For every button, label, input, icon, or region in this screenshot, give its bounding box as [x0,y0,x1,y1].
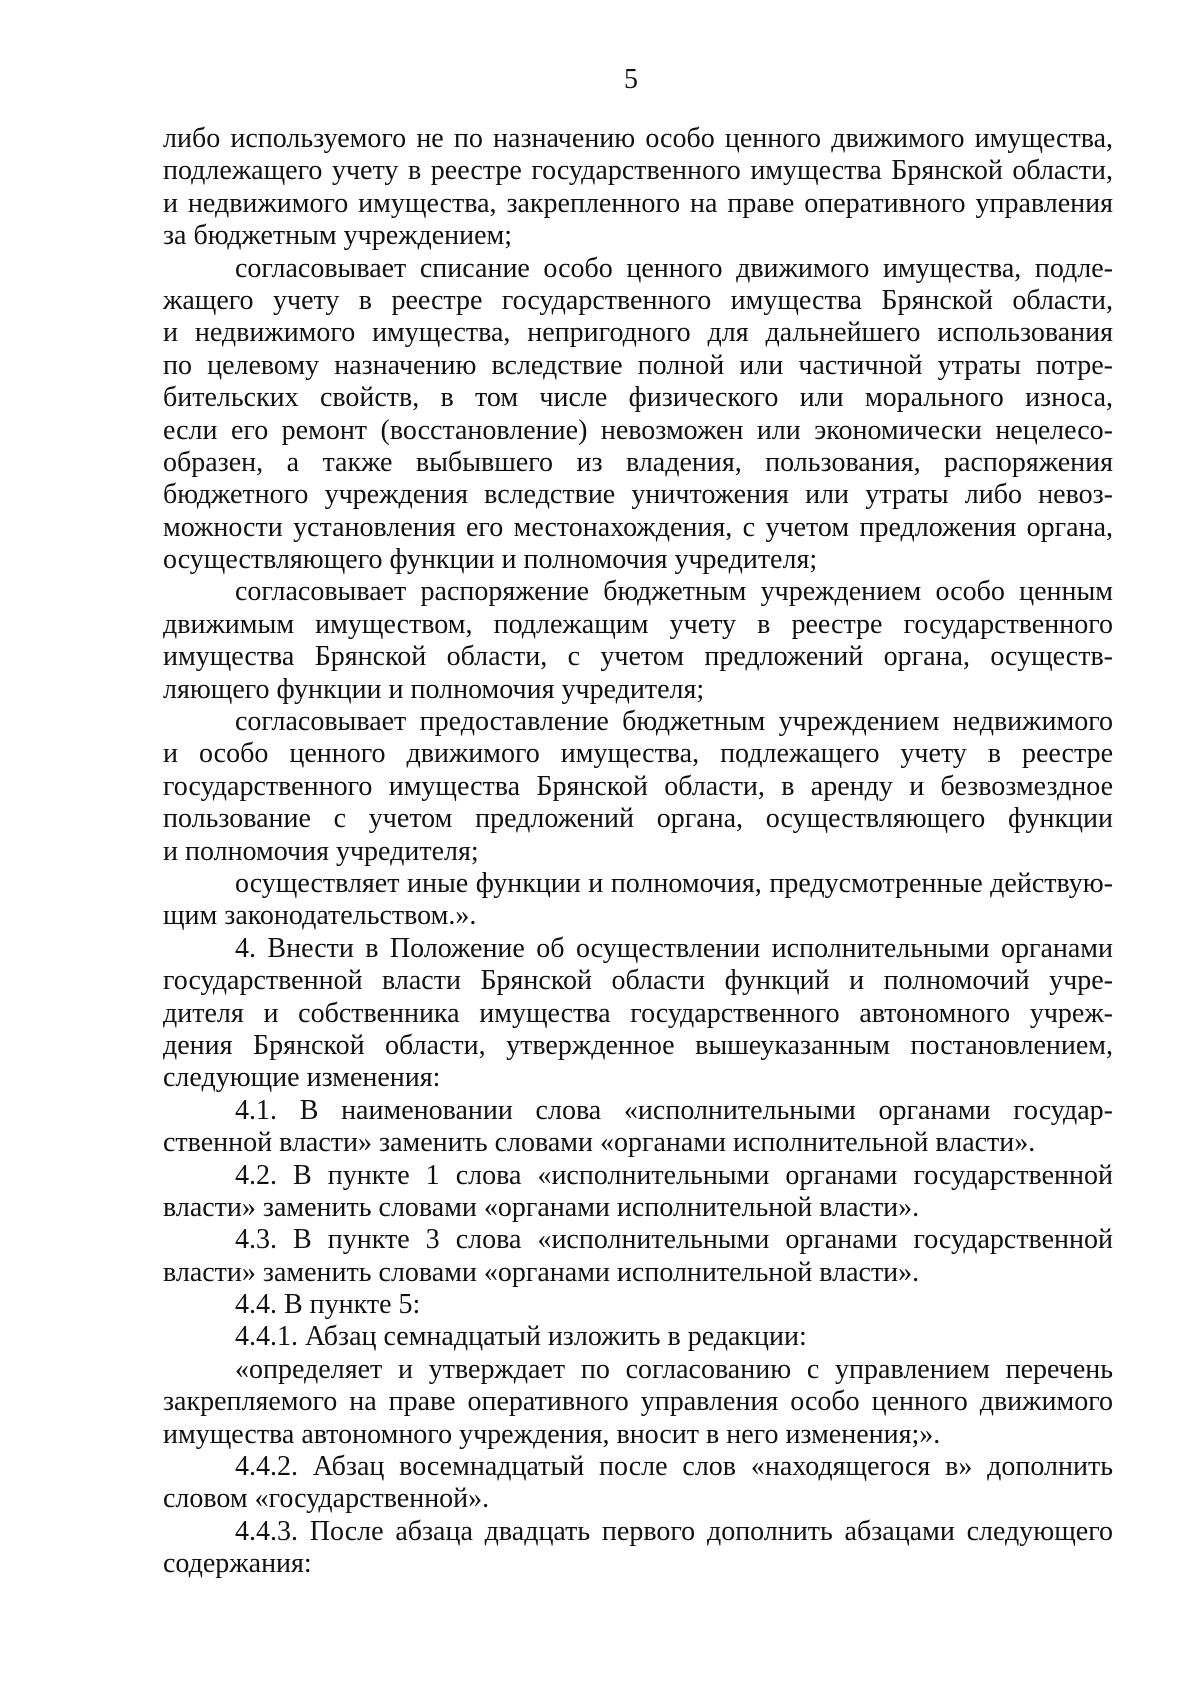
text-line: согласовывает предоставление бюджетным учреждением недвижимого [235,706,1113,738]
text-line: 4.1. В наименовании слова «исполнительными органами государ- [235,1094,1113,1126]
paragraph [163,1516,1113,1581]
text-line: имущества автономного учреждения, вносит в него изменения;». [163,1418,941,1450]
paragraph [163,253,1113,577]
text-line: имущества Брянской области, с учетом предложений органа, осуществ- [163,641,1113,673]
paragraph [163,706,1113,868]
text-line: и полномочия учредителя; [163,835,479,867]
text-line: 4. Внести в Положение об осуществлении исполнительными органами [235,932,1113,964]
paragraph [163,1451,1113,1516]
paragraph [163,1289,1113,1321]
text-line: подлежащего учету в реестре государственного имущества Брянской области, [163,155,1113,187]
paragraph [163,1224,1113,1289]
text-line: бюджетного учреждения вследствие уничтожения или утраты либо невоз- [163,479,1113,511]
text-line: дителя и собственника имущества государственного автономного учреж- [163,997,1113,1029]
text-line: 4.4.1. Абзац семнадцатый изложить в редакции: [235,1321,807,1353]
paragraph [163,1095,1113,1160]
document-body [163,123,1113,1581]
text-line: 4.4.3. После абзаца двадцать первого дополнить абзацами следующего [235,1515,1113,1547]
page-number: 5 [624,64,638,95]
text-line: осуществляющего функции и полномочия учредителя; [163,544,818,576]
paragraph [163,1354,1113,1451]
text-line: пользование с учетом предложений органа, осуществляющего функции [163,803,1113,835]
text-line: «определяет и утверждает по согласованию с управлением перечень [235,1353,1113,1385]
text-line: дения Брянской области, утвержденное вышеуказанным постановлением, [163,1029,1113,1061]
text-line: ляющего функции и полномочия учредителя; [163,673,705,705]
text-line: согласовывает распоряжение бюджетным учреждением особо ценным [235,576,1113,608]
text-line: словом «государственной». [163,1483,490,1515]
text-line: содержания: [163,1548,312,1580]
text-line: жащего учету в реестре государственного имущества Брянской области, [163,284,1113,316]
text-line: за бюджетным учреждением; [163,220,513,252]
paragraph [163,1321,1113,1353]
text-line: и особо ценного движимого имущества, подлежащего учету в реестре [163,738,1113,770]
text-line: образен, а также выбывшего из владения, пользования, распоряжения [163,446,1113,478]
text-line: если его ремонт (восстановление) невозможен или экономически нецелесо- [163,414,1113,446]
text-line: 4.2. В пункте 1 слова «исполнительными органами государственной [235,1159,1113,1191]
paragraph [163,868,1113,933]
text-line: осуществляет иные функции и полномочия, предусмотренные действую- [235,867,1113,899]
text-line: по целевому назначению вследствие полной или частичной утраты потре- [163,349,1113,381]
text-line: можности установления его местонахождения, с учетом предложения органа, [163,511,1113,543]
text-line: власти» заменить словами «органами исполнительной власти». [163,1191,920,1223]
paragraph [163,576,1113,706]
text-line: бительских свойств, в том числе физического или морального износа, [163,382,1113,414]
text-line: движимым имуществом, подлежащим учету в реестре государственного [163,608,1113,640]
text-line: щим законодательством.». [163,900,477,932]
paragraph [163,123,1113,253]
paragraph [163,1160,1113,1225]
text-line: и недвижимого имущества, закрепленного на праве оперативного управления [163,187,1113,219]
text-line: следующие изменения: [163,1062,441,1094]
text-line: 4.4.2. Абзац восемнадцатый после слов «находящегося в» дополнить [235,1451,1113,1483]
text-line: 4.4. В пункте 5: [235,1289,421,1321]
text-line: государственной власти Брянской области функций и полномочий учре- [163,965,1113,997]
text-line: либо используемого не по назначению особо ценного движимого имущества, [163,123,1113,154]
text-line: государственного имущества Брянской области, в аренду и безвозмездное [163,770,1113,802]
text-line: ственной власти» заменить словами «органами исполнительной власти». [163,1127,1036,1159]
text-line: закрепляемого на праве оперативного управления особо ценного движимого [163,1386,1113,1418]
text-line: власти» заменить словами «органами исполнительной власти». [163,1256,920,1288]
text-line: и недвижимого имущества, непригодного для дальнейшего использования [163,317,1113,349]
paragraph [163,933,1113,1095]
text-line: согласовывает списание особо ценного движимого имущества, подле- [235,252,1113,284]
text-line: 4.3. В пункте 3 слова «исполнительными органами государственной [235,1224,1113,1256]
